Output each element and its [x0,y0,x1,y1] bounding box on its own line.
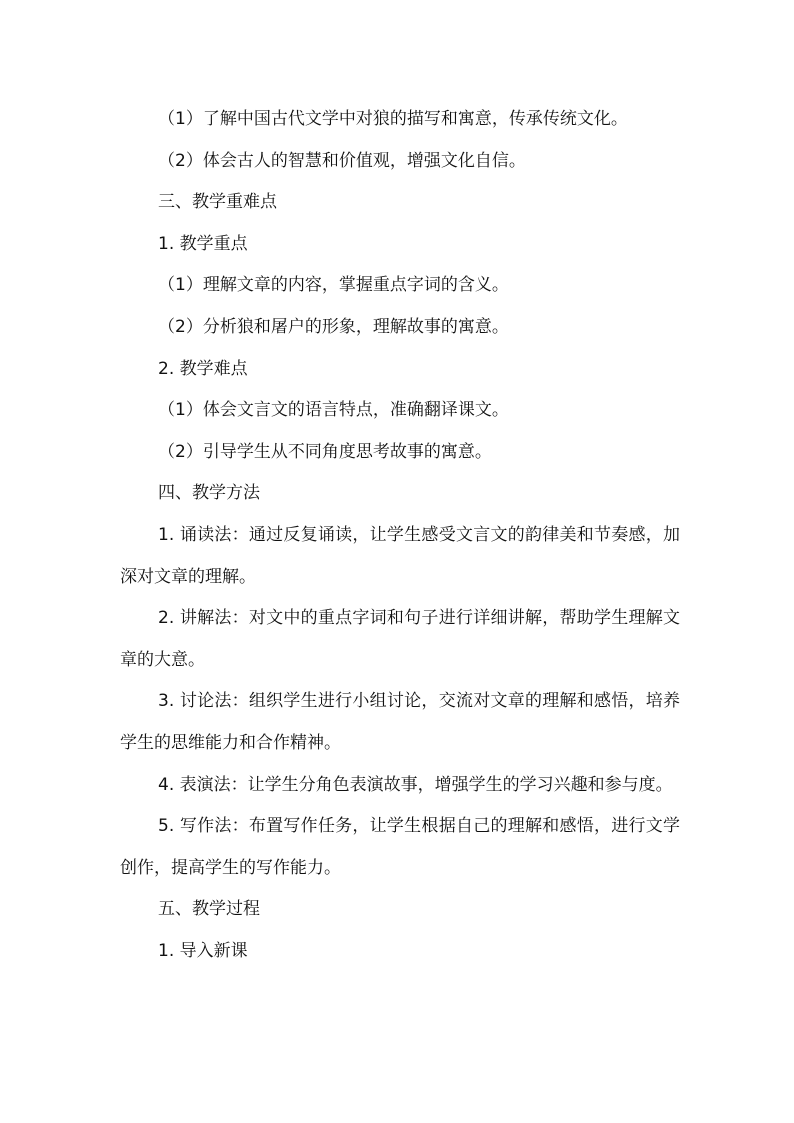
paragraph-method-explanation: 2. 讲解法：对文中的重点字词和句子进行详细讲解，帮助学生理解文章的大意。 [120,608,680,670]
subheading-difficult-points: 2. 教学难点 [158,358,248,379]
paragraph-method-discussion: 3. 讨论法：组织学生进行小组讨论，交流对文章的理解和感悟，培养学生的思维能力和合作精神。 [120,691,680,753]
paragraph-objective-1: （1）了解中国古代文学中对狼的描写和寓意，传承传统文化。 [158,109,628,129]
paragraph-method-writing: 5. 写作法：布置写作任务，让学生根据自己的理解和感悟，进行文学创作，提高学生的写作能力。 [120,816,680,878]
section-heading-key-difficult-points: 三、教学重难点 [158,192,277,213]
subheading-key-points: 1. 教学重点 [158,233,248,254]
section-heading-teaching-methods: 四、教学方法 [158,483,260,504]
paragraph-objective-2: （2）体会古人的智慧和价值观，增强文化自信。 [158,150,526,171]
document-body [120,99,680,972]
paragraph-key-point-2: （2）分析狼和屠户的形象，理解故事的寓意。 [158,316,509,337]
section-heading-teaching-process: 五、教学过程 [158,899,260,920]
paragraph-method-performance: 4. 表演法：让学生分角色表演故事，增强学生的学习兴趣和参与度。 [158,774,673,795]
paragraph-difficult-point-1: （1）体会文言文的语言特点，准确翻译课文。 [158,400,509,421]
paragraph-method-recitation: 1. 诵读法：通过反复诵读，让学生感受文言文的韵律美和节奏感，加深对文章的理解。 [120,524,680,587]
paragraph-key-point-1: （1）理解文章的内容，掌握重点字词的含义。 [158,275,509,296]
paragraph-difficult-point-2: （2）引导学生从不同角度思考故事的寓意。 [158,441,492,462]
subheading-introduction: 1. 导入新课 [158,940,248,961]
